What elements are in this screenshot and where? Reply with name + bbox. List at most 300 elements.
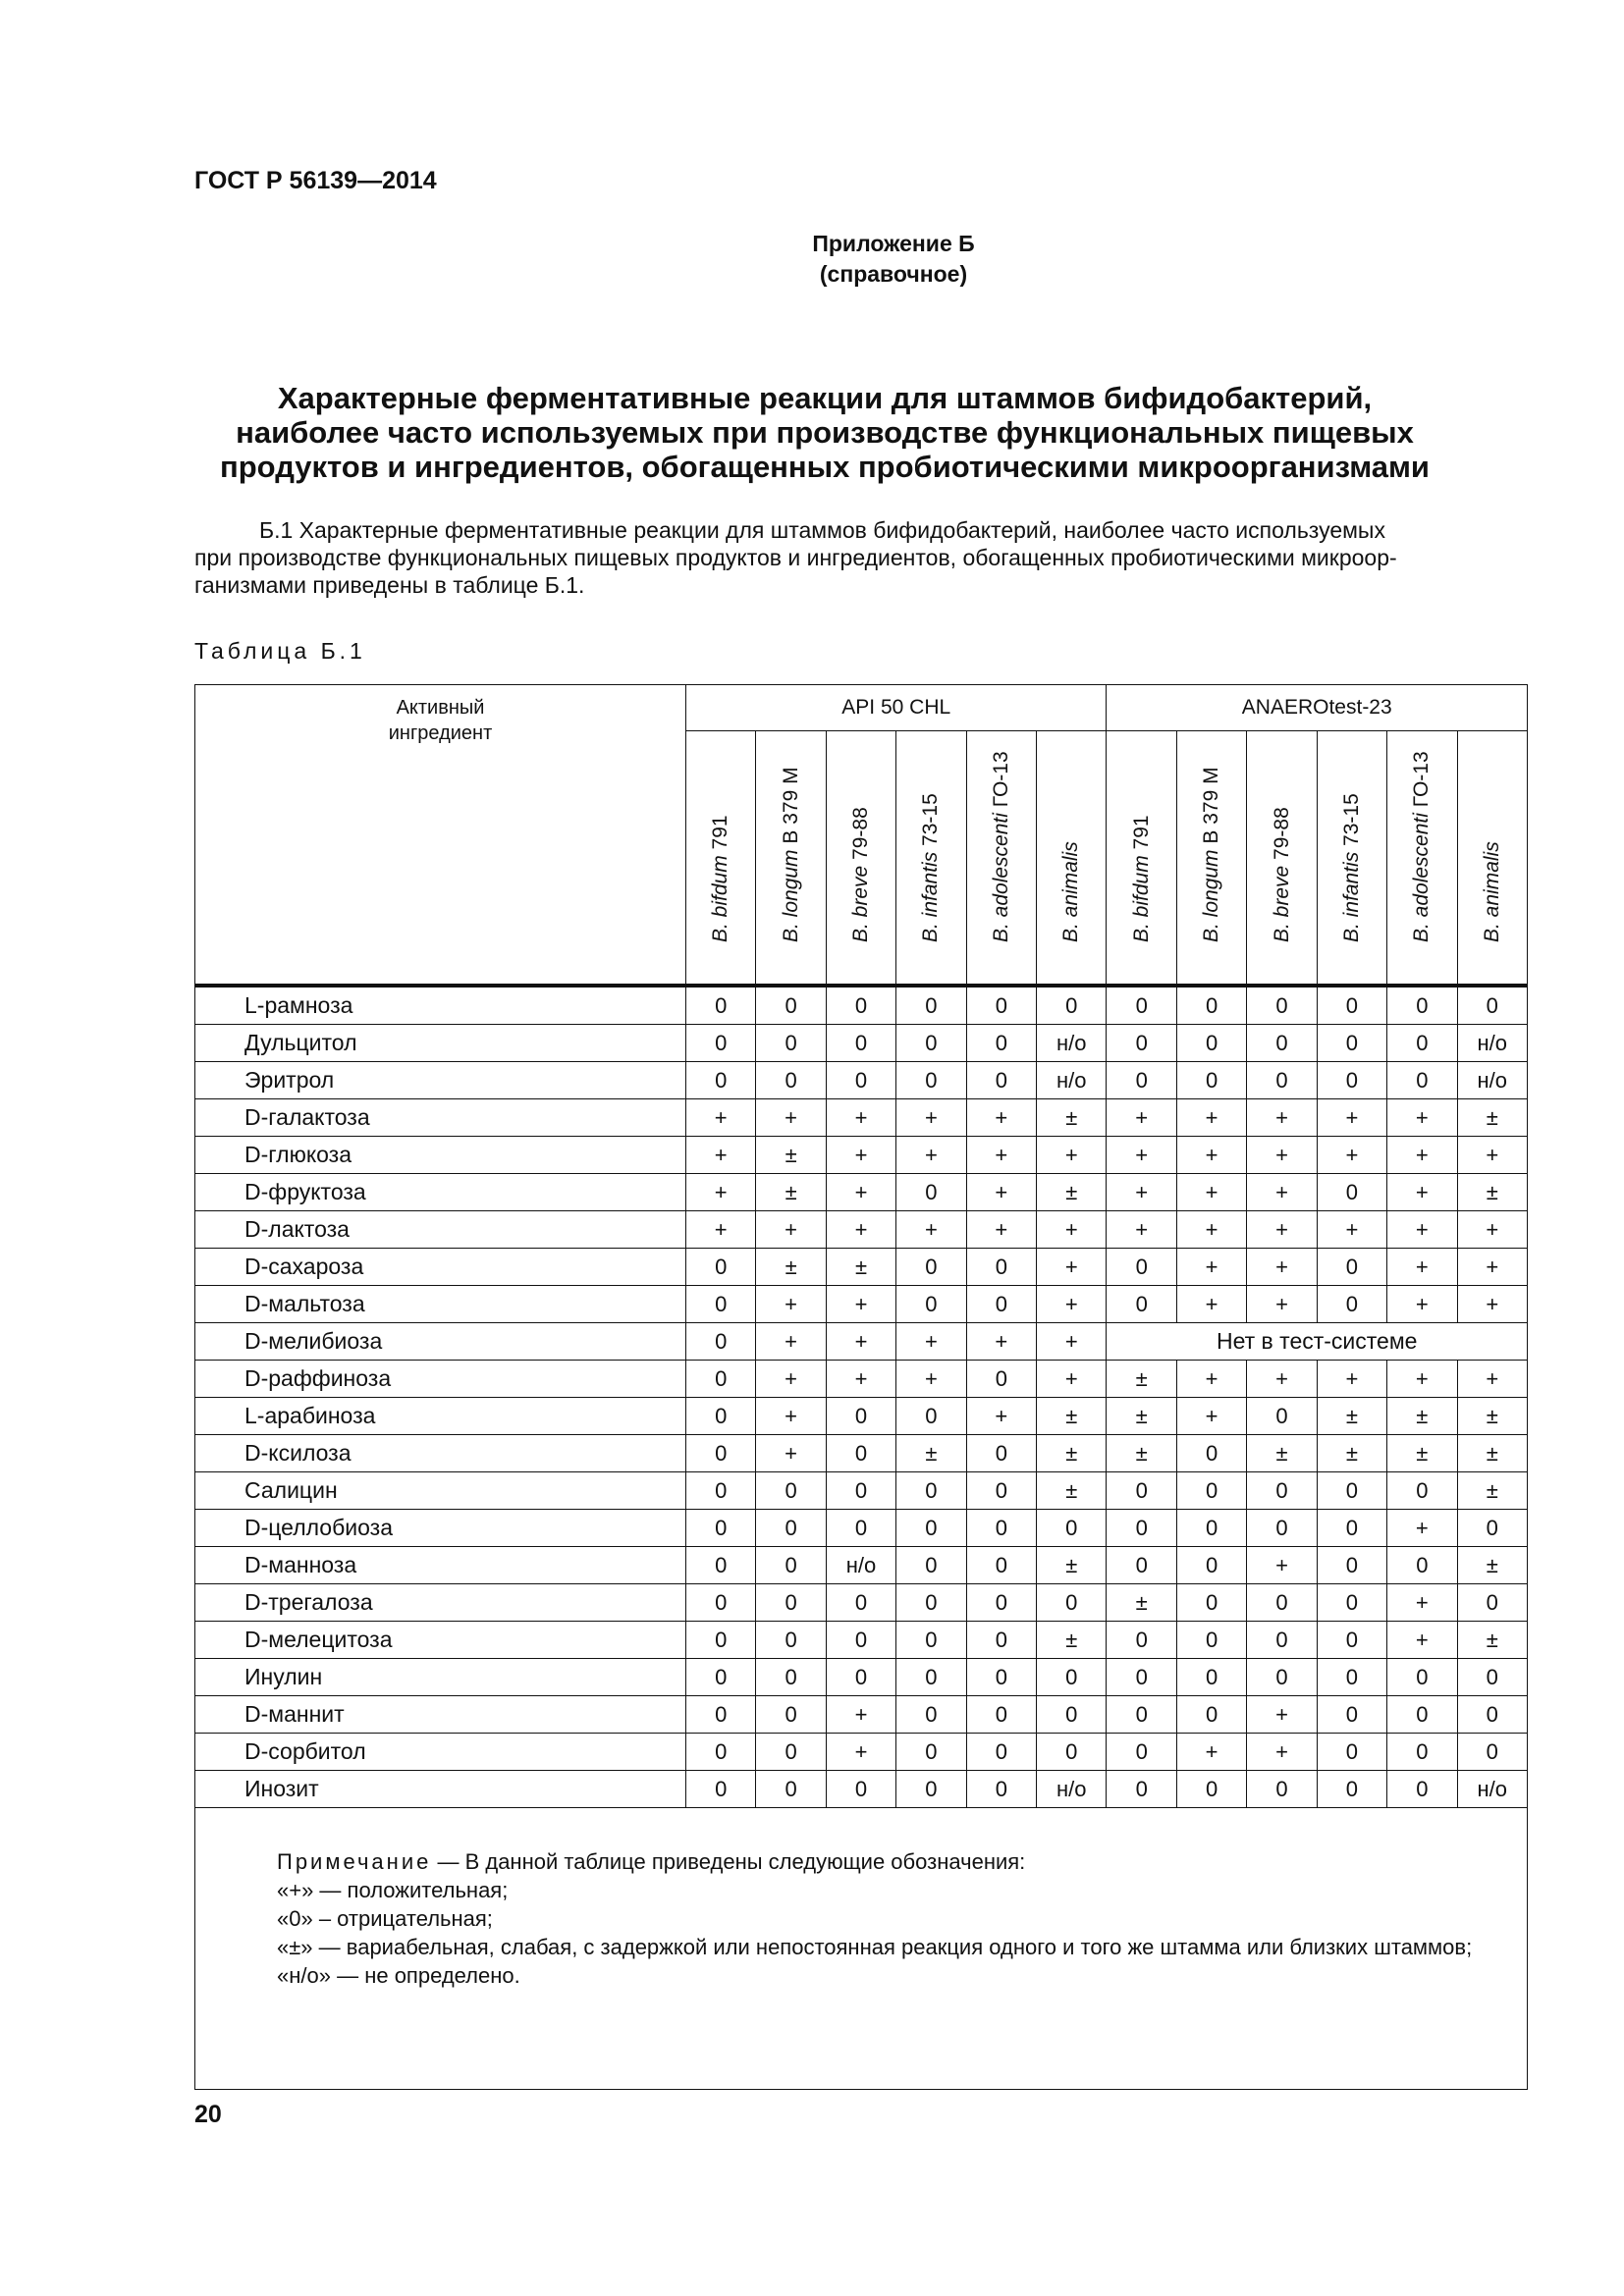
- reaction-cell: 0: [1107, 1510, 1176, 1547]
- reaction-cell: +: [1387, 1584, 1457, 1622]
- reaction-cell: 0: [1387, 986, 1457, 1025]
- reaction-cell: +: [966, 1137, 1036, 1174]
- strain-code: 79-88: [849, 807, 873, 860]
- reaction-cell: ±: [1037, 1099, 1107, 1137]
- note-row: [195, 1808, 1528, 2090]
- ingredient-name: D-трегалоза: [195, 1584, 686, 1622]
- reaction-cell: +: [966, 1174, 1036, 1211]
- strain-label: [780, 767, 803, 942]
- annex-type: (справочное): [819, 261, 968, 287]
- reaction-cell: н/о: [1037, 1771, 1107, 1808]
- strain-code: B 379 M: [1200, 767, 1223, 844]
- reaction-cell: ±: [1317, 1435, 1386, 1472]
- strain-code: ГО-13: [989, 751, 1012, 808]
- table-row: [195, 1361, 1528, 1398]
- reaction-cell: +: [1247, 1696, 1317, 1734]
- reaction-cell: 0: [1176, 1025, 1246, 1062]
- reaction-cell: 0: [1107, 1472, 1176, 1510]
- reaction-cell: +: [966, 1211, 1036, 1249]
- reaction-cell: 0: [756, 1510, 826, 1547]
- strain-header: [826, 731, 895, 987]
- reaction-cell: 0: [966, 1584, 1036, 1622]
- document-code: ГОСТ Р 56139—2014: [194, 167, 437, 194]
- reaction-cell: +: [686, 1099, 756, 1137]
- reaction-cell: 0: [686, 1361, 756, 1398]
- intro-line: Б.1 Характерные ферментативные реакции для штаммов бифидобактерий, наиболее часто используемых: [259, 517, 1385, 543]
- reaction-cell: 0: [686, 1323, 756, 1361]
- reaction-cell: +: [1457, 1137, 1527, 1174]
- strain-header: [966, 731, 1036, 987]
- table-row: [195, 1211, 1528, 1249]
- intro-line: при производстве функциональных пищевых продуктов и ингредиентов, обогащенных пробиотическими микроор-: [194, 545, 1397, 570]
- reaction-cell: 0: [1176, 1622, 1246, 1659]
- ingredient-name: D-мальтоза: [195, 1286, 686, 1323]
- reaction-cell: 0: [966, 1771, 1036, 1808]
- reaction-cell: +: [826, 1099, 895, 1137]
- reaction-cell: 0: [1176, 986, 1246, 1025]
- reaction-cell: 0: [756, 1584, 826, 1622]
- reaction-cell: +: [1037, 1249, 1107, 1286]
- reaction-cell: ±: [1457, 1435, 1527, 1472]
- reaction-cell: 0: [896, 1062, 966, 1099]
- reaction-cell: 0: [1317, 1025, 1386, 1062]
- reaction-cell: +: [1387, 1361, 1457, 1398]
- note-variable: «±» — вариабельная, слабая, с задержкой или непостоянная реакция одного и того же штамма или близких штаммов;: [277, 1935, 1473, 1959]
- reaction-cell: 0: [1176, 1435, 1246, 1472]
- reaction-cell: 0: [966, 1622, 1036, 1659]
- reaction-cell: н/о: [1037, 1025, 1107, 1062]
- reaction-cell: +: [1247, 1099, 1317, 1137]
- strain-code: 791: [1129, 815, 1153, 850]
- reaction-cell: н/о: [1457, 1062, 1527, 1099]
- reaction-cell: 0: [756, 1659, 826, 1696]
- strain-label: [1481, 841, 1504, 942]
- reaction-cell: +: [756, 1286, 826, 1323]
- reaction-cell: +: [826, 1174, 895, 1211]
- reaction-cell: 0: [1037, 986, 1107, 1025]
- note-zero: «0» – отрицательная;: [277, 1906, 493, 1931]
- reaction-cell: 0: [756, 1547, 826, 1584]
- ingredient-name: D-раффиноза: [195, 1361, 686, 1398]
- reaction-cell: 0: [826, 1472, 895, 1510]
- reaction-cell: 0: [1176, 1771, 1246, 1808]
- reaction-cell: 0: [896, 1025, 966, 1062]
- reaction-cell: +: [896, 1323, 966, 1361]
- table-row: [195, 986, 1528, 1025]
- strain-label: [1130, 815, 1154, 942]
- note-plus: «+» — положительная;: [277, 1878, 509, 1902]
- reaction-cell: +: [756, 1435, 826, 1472]
- reaction-cell: 0: [966, 1734, 1036, 1771]
- strain-header: [1457, 731, 1527, 987]
- ingredient-name: L-арабиноза: [195, 1398, 686, 1435]
- reaction-cell: 0: [1247, 1062, 1317, 1099]
- strain-code: 73-15: [919, 793, 943, 846]
- reaction-cell: ±: [1037, 1398, 1107, 1435]
- reaction-cell: 0: [686, 1510, 756, 1547]
- intro-paragraph: [194, 516, 1526, 599]
- reaction-cell: ±: [756, 1174, 826, 1211]
- reaction-cell: ±: [756, 1249, 826, 1286]
- strain-species: B. animalis: [1480, 841, 1503, 942]
- reaction-cell: +: [1247, 1249, 1317, 1286]
- reaction-cell: +: [1457, 1211, 1527, 1249]
- reaction-cell: 0: [1107, 1025, 1176, 1062]
- strain-species: B. longum: [779, 849, 802, 942]
- reaction-cell: +: [1317, 1137, 1386, 1174]
- ingredient-name: Салицин: [195, 1472, 686, 1510]
- strain-header: [686, 731, 756, 987]
- reaction-cell: 0: [1176, 1510, 1246, 1547]
- reaction-cell: 0: [826, 1510, 895, 1547]
- strain-label: [709, 815, 732, 942]
- ingredient-name: Инулин: [195, 1659, 686, 1696]
- reaction-cell: 0: [966, 1510, 1036, 1547]
- reaction-cell: +: [826, 1211, 895, 1249]
- reaction-cell: +: [686, 1174, 756, 1211]
- reaction-cell: 0: [686, 986, 756, 1025]
- strain-header: [756, 731, 826, 987]
- strain-header: [1176, 731, 1246, 987]
- reaction-cell: 0: [686, 1249, 756, 1286]
- title-line: Характерные ферментативные реакции для штаммов бифидобактерий,: [277, 381, 1373, 415]
- reaction-cell: 0: [686, 1771, 756, 1808]
- reaction-cell: 0: [1247, 1472, 1317, 1510]
- strain-code: 791: [709, 815, 732, 850]
- reaction-cell: 0: [1107, 1771, 1176, 1808]
- reaction-cell: 0: [896, 1174, 966, 1211]
- ingredient-name: L-рамноза: [195, 986, 686, 1025]
- note-intro: — В данной таблице приведены следующие обозначения:: [431, 1849, 1026, 1874]
- table-row: [195, 1510, 1528, 1547]
- reaction-cell: 0: [1247, 1771, 1317, 1808]
- ingredient-name: Дульцитол: [195, 1025, 686, 1062]
- reaction-cell: 0: [756, 1025, 826, 1062]
- reaction-cell: 0: [896, 1659, 966, 1696]
- strain-species: B. infantis: [919, 851, 943, 942]
- note-not-determined: «н/о» — не определено.: [277, 1963, 520, 1988]
- reaction-cell: 0: [1317, 1734, 1386, 1771]
- reaction-cell: 0: [1107, 1286, 1176, 1323]
- table-row: [195, 1174, 1528, 1211]
- strain-species: B. breve: [849, 865, 873, 942]
- reaction-cell: +: [1037, 1211, 1107, 1249]
- reaction-cell: 0: [756, 1771, 826, 1808]
- reaction-cell: 0: [1107, 1622, 1176, 1659]
- reaction-cell: 0: [966, 1659, 1036, 1696]
- reaction-cell: 0: [1176, 1696, 1246, 1734]
- table-row: [195, 1771, 1528, 1808]
- reaction-cell: 0: [686, 1062, 756, 1099]
- reaction-cell: 0: [686, 1584, 756, 1622]
- reaction-cell: +: [966, 1099, 1036, 1137]
- reaction-cell: 0: [966, 1435, 1036, 1472]
- table-row: [195, 1398, 1528, 1435]
- reaction-cell: 0: [1107, 1696, 1176, 1734]
- reaction-cell: 0: [686, 1025, 756, 1062]
- reaction-cell: 0: [966, 1062, 1036, 1099]
- reaction-cell: 0: [1247, 1622, 1317, 1659]
- reaction-cell: 0: [1387, 1062, 1457, 1099]
- reaction-cell: 0: [686, 1734, 756, 1771]
- reaction-cell: +: [1037, 1361, 1107, 1398]
- reaction-cell: ±: [1457, 1174, 1527, 1211]
- table-row: [195, 1435, 1528, 1472]
- strain-species: B. breve: [1270, 865, 1293, 942]
- ingredient-name: D-лактоза: [195, 1211, 686, 1249]
- table-row: [195, 1025, 1528, 1062]
- reaction-cell: +: [1247, 1211, 1317, 1249]
- reaction-cell: 0: [896, 1398, 966, 1435]
- reaction-cell: 0: [1387, 1771, 1457, 1808]
- reaction-cell: +: [686, 1211, 756, 1249]
- table-row: [195, 1099, 1528, 1137]
- reaction-cell: ±: [1247, 1435, 1317, 1472]
- reaction-cell: +: [1387, 1249, 1457, 1286]
- reaction-cell: ±: [1037, 1472, 1107, 1510]
- reaction-cell: 0: [686, 1435, 756, 1472]
- reaction-cell: 0: [966, 1696, 1036, 1734]
- strain-label: [990, 751, 1013, 942]
- strain-code: 79-88: [1270, 807, 1293, 860]
- ingredient-name: Эритрол: [195, 1062, 686, 1099]
- reaction-cell: н/о: [826, 1547, 895, 1584]
- strain-header: [1317, 731, 1386, 987]
- table-row: [195, 1734, 1528, 1771]
- reaction-cell: 0: [966, 1286, 1036, 1323]
- reaction-cell: 0: [966, 1547, 1036, 1584]
- reaction-cell: 0: [896, 1734, 966, 1771]
- reaction-cell: 0: [966, 986, 1036, 1025]
- reaction-cell: ±: [1457, 1099, 1527, 1137]
- reaction-cell: +: [1176, 1398, 1246, 1435]
- strain-header: [1037, 731, 1107, 987]
- reaction-cell: 0: [826, 1435, 895, 1472]
- reaction-cell: н/о: [1457, 1771, 1527, 1808]
- reaction-cell: 0: [1107, 1249, 1176, 1286]
- reaction-cell: +: [826, 1361, 895, 1398]
- reaction-cell: 0: [1037, 1510, 1107, 1547]
- reaction-cell: 0: [896, 1584, 966, 1622]
- reaction-cell: 0: [826, 1398, 895, 1435]
- data-table: [194, 684, 1528, 2090]
- ingredient-name: D-мелецитоза: [195, 1622, 686, 1659]
- reaction-cell: 0: [686, 1547, 756, 1584]
- reaction-cell: +: [1247, 1547, 1317, 1584]
- reaction-cell: 0: [966, 1025, 1036, 1062]
- strain-header: [1387, 731, 1457, 987]
- reaction-cell: 0: [1317, 1286, 1386, 1323]
- enzymatic-reactions-table: [194, 684, 1527, 2090]
- reaction-cell: 0: [1387, 1025, 1457, 1062]
- group-anaerotest-23: ANAEROtest-23: [1107, 685, 1527, 731]
- reaction-cell: +: [1176, 1137, 1246, 1174]
- reaction-cell: +: [756, 1099, 826, 1137]
- reaction-cell: 0: [896, 1622, 966, 1659]
- reaction-cell: +: [1247, 1734, 1317, 1771]
- reaction-cell: +: [1247, 1361, 1317, 1398]
- ingredient-name: D-сахароза: [195, 1249, 686, 1286]
- reaction-cell: 0: [1176, 1472, 1246, 1510]
- reaction-cell: +: [1387, 1510, 1457, 1547]
- strain-species: B. animalis: [1059, 841, 1083, 942]
- reaction-cell: 0: [686, 1286, 756, 1323]
- reaction-cell: 0: [826, 1584, 895, 1622]
- reaction-cell: 0: [756, 1622, 826, 1659]
- reaction-cell: ±: [1107, 1584, 1176, 1622]
- reaction-cell: 0: [1317, 1174, 1386, 1211]
- note-label: Примечание: [277, 1849, 432, 1874]
- reaction-cell: 0: [756, 1696, 826, 1734]
- reaction-cell: +: [1176, 1174, 1246, 1211]
- strain-label: [1410, 751, 1434, 942]
- ingredient-name: D-галактоза: [195, 1099, 686, 1137]
- reaction-cell: +: [826, 1137, 895, 1174]
- reaction-cell: 0: [826, 1659, 895, 1696]
- table-row: [195, 1547, 1528, 1584]
- reaction-cell: 0: [1317, 1622, 1386, 1659]
- reaction-cell: ±: [1037, 1547, 1107, 1584]
- reaction-cell: +: [1247, 1137, 1317, 1174]
- reaction-cell: 0: [1107, 1734, 1176, 1771]
- reaction-cell: н/о: [1037, 1062, 1107, 1099]
- not-in-test-system-cell: Нет в тест-системе: [1107, 1323, 1527, 1361]
- ingredient-name: D-манноза: [195, 1547, 686, 1584]
- reaction-cell: 0: [896, 1771, 966, 1808]
- reaction-cell: 0: [1247, 1398, 1317, 1435]
- reaction-cell: 0: [686, 1398, 756, 1435]
- strain-code: 73-15: [1339, 793, 1363, 846]
- reaction-cell: ±: [896, 1435, 966, 1472]
- reaction-cell: ±: [1387, 1435, 1457, 1472]
- reaction-cell: +: [1037, 1323, 1107, 1361]
- reaction-cell: ±: [1037, 1435, 1107, 1472]
- reaction-cell: 0: [896, 1472, 966, 1510]
- reaction-cell: 0: [896, 1696, 966, 1734]
- reaction-cell: +: [1457, 1286, 1527, 1323]
- table-note: [195, 1808, 1528, 2090]
- header-line: ингредиент: [388, 722, 493, 744]
- strain-code: B 379 M: [779, 767, 802, 844]
- reaction-cell: ±: [1457, 1622, 1527, 1659]
- reaction-cell: +: [1107, 1174, 1176, 1211]
- reaction-cell: 0: [1317, 1584, 1386, 1622]
- reaction-cell: 0: [756, 986, 826, 1025]
- reaction-cell: +: [1037, 1137, 1107, 1174]
- reaction-cell: 0: [1037, 1659, 1107, 1696]
- reaction-cell: +: [756, 1323, 826, 1361]
- reaction-cell: 0: [686, 1472, 756, 1510]
- reaction-cell: ±: [1037, 1622, 1107, 1659]
- ingredient-name: D-сорбитол: [195, 1734, 686, 1771]
- reaction-cell: 0: [896, 986, 966, 1025]
- ingredient-name: D-ксилоза: [195, 1435, 686, 1472]
- reaction-cell: +: [1387, 1174, 1457, 1211]
- reaction-cell: 0: [1457, 1696, 1527, 1734]
- strain-header: [896, 731, 966, 987]
- reaction-cell: +: [896, 1361, 966, 1398]
- annex-label: Приложение Б: [812, 231, 975, 256]
- strain-header: [1107, 731, 1176, 987]
- table-row: [195, 1472, 1528, 1510]
- reaction-cell: +: [686, 1137, 756, 1174]
- reaction-cell: ±: [826, 1249, 895, 1286]
- reaction-cell: 0: [1247, 1659, 1317, 1696]
- ingredient-name: D-глюкоза: [195, 1137, 686, 1174]
- reaction-cell: 0: [1387, 1734, 1457, 1771]
- reaction-cell: 0: [966, 1472, 1036, 1510]
- strain-label: [849, 807, 873, 942]
- strain-species: B. bifdum: [1129, 855, 1153, 942]
- reaction-cell: +: [1317, 1361, 1386, 1398]
- reaction-cell: 0: [1387, 1659, 1457, 1696]
- table-label: Таблица Б.1: [194, 638, 366, 664]
- ingredient-name: Инозит: [195, 1771, 686, 1808]
- reaction-cell: 0: [1457, 1584, 1527, 1622]
- reaction-cell: 0: [1317, 1062, 1386, 1099]
- reaction-cell: +: [1176, 1099, 1246, 1137]
- reaction-cell: 0: [686, 1659, 756, 1696]
- reaction-cell: +: [1387, 1137, 1457, 1174]
- reaction-cell: ±: [1387, 1398, 1457, 1435]
- reaction-cell: 0: [896, 1286, 966, 1323]
- reaction-cell: 0: [896, 1510, 966, 1547]
- strain-species: B. adolescenti: [1410, 813, 1434, 942]
- reaction-cell: 0: [1247, 1584, 1317, 1622]
- reaction-cell: ±: [1457, 1472, 1527, 1510]
- reaction-cell: ±: [1107, 1398, 1176, 1435]
- reaction-cell: 0: [1037, 1734, 1107, 1771]
- reaction-cell: 0: [1176, 1584, 1246, 1622]
- table-row: [195, 1696, 1528, 1734]
- page-number: 20: [194, 2101, 222, 2128]
- header-line: Активный: [396, 697, 485, 719]
- reaction-cell: +: [826, 1286, 895, 1323]
- reaction-cell: 0: [1387, 1472, 1457, 1510]
- reaction-cell: 0: [1247, 1025, 1317, 1062]
- reaction-cell: +: [1107, 1211, 1176, 1249]
- reaction-cell: 0: [1317, 986, 1386, 1025]
- reaction-cell: 0: [1107, 1547, 1176, 1584]
- reaction-cell: +: [1107, 1137, 1176, 1174]
- reaction-cell: 0: [1107, 986, 1176, 1025]
- ingredient-column-header: [195, 685, 686, 987]
- table-row: [195, 1286, 1528, 1323]
- reaction-cell: ±: [1107, 1361, 1176, 1398]
- reaction-cell: ±: [1037, 1174, 1107, 1211]
- reaction-cell: 0: [1176, 1062, 1246, 1099]
- strain-label: [1340, 793, 1364, 942]
- ingredient-name: D-мелибиоза: [195, 1323, 686, 1361]
- reaction-cell: 0: [756, 1062, 826, 1099]
- reaction-cell: 0: [1317, 1659, 1386, 1696]
- reaction-cell: +: [1387, 1286, 1457, 1323]
- reaction-cell: +: [826, 1323, 895, 1361]
- reaction-cell: +: [896, 1099, 966, 1137]
- reaction-cell: +: [1176, 1211, 1246, 1249]
- reaction-cell: н/о: [1457, 1025, 1527, 1062]
- reaction-cell: 0: [756, 1472, 826, 1510]
- reaction-cell: +: [1037, 1286, 1107, 1323]
- strain-species: B. longum: [1200, 849, 1223, 942]
- group-api-50-chl: API 50 CHL: [686, 685, 1107, 731]
- reaction-cell: 0: [1317, 1696, 1386, 1734]
- reaction-cell: +: [756, 1361, 826, 1398]
- reaction-cell: ±: [756, 1137, 826, 1174]
- strain-code: ГО-13: [1410, 751, 1434, 808]
- reaction-cell: 0: [1387, 1547, 1457, 1584]
- reaction-cell: ±: [1317, 1398, 1386, 1435]
